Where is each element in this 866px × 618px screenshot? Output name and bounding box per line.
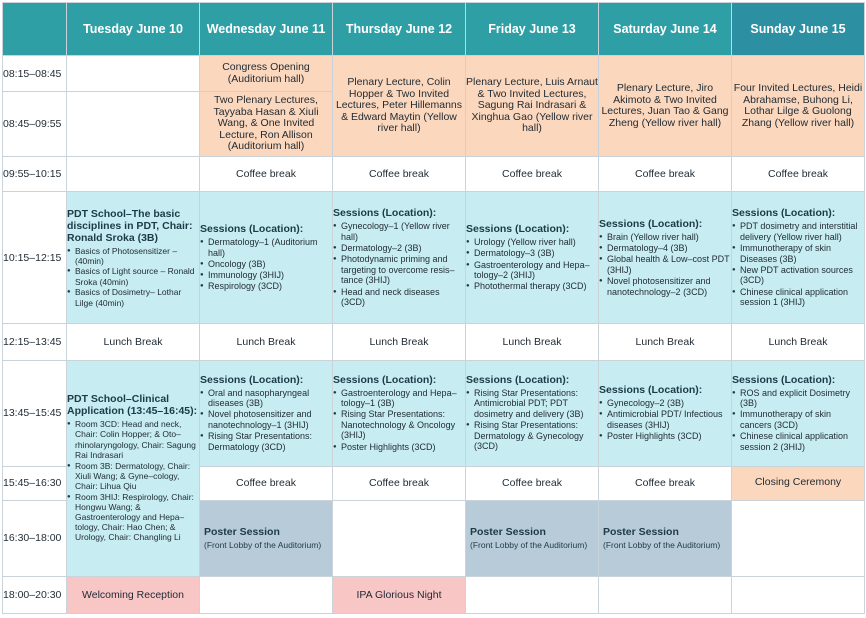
poster-title: Poster Session xyxy=(603,526,679,539)
list-item: ● Dermatology–3 (3B) xyxy=(466,248,598,259)
list-item: ● Basics of Light source – Ronald Sroka (40min) xyxy=(67,266,199,286)
list-item: ● Room 3CD: Head and neck, Chair: Colin Hopper; & Oto–rhinolaryngology, Chair: Sagung Rai Indrasari xyxy=(67,419,199,460)
coffee-break: Coffee break xyxy=(732,157,865,192)
fri-poster-session xyxy=(466,500,599,576)
list-item: ● Basics of Dosimetry– Lothar Lilge (40min) xyxy=(67,287,199,307)
lunch-break: Lunch Break xyxy=(732,324,865,360)
list-item: ● Head and neck diseases (3CD) xyxy=(333,287,465,308)
empty-cell xyxy=(67,56,200,92)
list-item: ● Antimicrobial PDT/ Infectious diseases (3HIJ) xyxy=(599,409,731,430)
poster-title: Poster Session xyxy=(470,526,546,539)
list-item: ● Global health & Low–cost PDT (3HIJ) xyxy=(599,254,731,275)
coffee-break: Coffee break xyxy=(466,466,599,500)
list-item: ● Immunotherapy of skin Diseases (3B) xyxy=(732,243,864,264)
day-header-friday: Friday June 13 xyxy=(466,3,599,56)
list-item: ● Respirology (3CD) xyxy=(200,281,332,292)
coffee-break: Coffee break xyxy=(200,466,333,500)
list-item: ● ROS and explicit Dosimetry (3B) xyxy=(732,388,864,409)
coffee-break: Coffee break xyxy=(466,157,599,192)
empty-cell xyxy=(200,576,333,613)
session-title: Sessions (Location): xyxy=(466,373,570,386)
list-item: ● Poster Highlights (3CD) xyxy=(599,431,731,442)
list-item: ● Novel photosensitizer and nanotechnology–1 (3HIJ) xyxy=(200,409,332,430)
time-slot: 09:55–10:15 xyxy=(3,157,67,192)
list-item: ● Gynecology–1 (Yellow river hall) xyxy=(333,221,465,242)
list-item: ● Photodynamic priming and targeting to overcome resis–tance (3HIJ) xyxy=(333,254,465,286)
session-title: Sessions (Location): xyxy=(200,373,304,386)
list-item: ● Oral and nasopharyngeal diseases (3B) xyxy=(200,388,332,409)
session-title: Sessions (Location): xyxy=(333,373,437,386)
list-item: ● Room 3B: Dermatology, Chair: Xiuli Wang; & Gyne–cology, Chair: Lihua Qiu xyxy=(67,461,199,492)
list-item: ● Rising Star Presentations: Antimicrobial PDT; PDT dosimetry and delivery (3B) xyxy=(466,388,598,420)
empty-cell xyxy=(466,576,599,613)
list-item: ● Gastroenterology and Hepa–tology–1 (3B) xyxy=(333,388,465,409)
list-item: ● Chinese clinical application session 2 (3HIJ) xyxy=(732,431,864,452)
closing-ceremony: Closing Ceremony xyxy=(732,466,865,500)
list-item: ● Rising Star Presentations: Dermatology & Gynecology (3CD) xyxy=(466,420,598,452)
tue-pdt-school-clinical xyxy=(67,360,200,576)
time-slot: 15:45–16:30 xyxy=(3,466,67,500)
list-item: ● Immunotherapy of skin cancers (3CD) xyxy=(732,409,864,430)
session-title: Sessions (Location): xyxy=(200,223,304,236)
day-header-thursday: Thursday June 12 xyxy=(333,3,466,56)
empty-cell xyxy=(67,157,200,192)
session-title: Sessions (Location): xyxy=(599,384,703,397)
time-slot: 13:45–15:45 xyxy=(3,360,67,466)
wed-poster-session xyxy=(200,500,333,576)
sun-sessions-1 xyxy=(732,192,865,324)
poster-location: (Front Lobby of the Auditorium) xyxy=(204,540,322,551)
poster-location: (Front Lobby of the Auditorium) xyxy=(470,540,588,551)
list-item: ● Poster Highlights (3CD) xyxy=(333,442,465,453)
list-item: ● Photothermal therapy (3CD) xyxy=(466,281,598,292)
time-slot: 12:15–13:45 xyxy=(3,324,67,360)
session-title: Sessions (Location): xyxy=(599,218,703,231)
day-header-sunday: Sunday June 15 xyxy=(732,3,865,56)
list-item: ● Immunology (3HIJ) xyxy=(200,270,332,281)
fri-plenary: Plenary Lecture, Luis Arnaut & Two Invited Lectures, Sagung Rai Indrasari & Xinghua Gao (Yellow river hall) xyxy=(466,56,599,157)
day-header-saturday: Saturday June 14 xyxy=(599,3,732,56)
lunch-break: Lunch Break xyxy=(466,324,599,360)
list-item: ● Dermatology–1 (Auditorium hall) xyxy=(200,237,332,258)
wed-opening: Congress Opening (Auditorium hall) xyxy=(200,56,333,92)
time-slot: 10:15–12:15 xyxy=(3,192,67,324)
list-item: ● Dermatology–4 (3B) xyxy=(599,243,731,254)
coffee-break: Coffee break xyxy=(200,157,333,192)
lunch-break: Lunch Break xyxy=(67,324,200,360)
empty-cell xyxy=(599,576,732,613)
sun-plenary: Four Invited Lectures, Heidi Abrahamse, Buhong Li, Lothar Lilge & Guolong Zhang (Yellow river hall) xyxy=(732,56,865,157)
time-slot: 08:45–09:55 xyxy=(3,92,67,157)
session-title: PDT School–The basic disciplines in PDT, Chair: Ronald Sroka (3B) xyxy=(67,207,193,244)
lunch-break: Lunch Break xyxy=(200,324,333,360)
list-item: ● Gynecology–2 (3B) xyxy=(599,398,731,409)
list-item: ● Gastroenterology and Hepa–tology–2 (3HIJ) xyxy=(466,260,598,281)
poster-location: (Front Lobby of the Auditorium) xyxy=(603,540,721,551)
header-corner xyxy=(3,3,67,56)
list-item: ● Basics of Photosensitizer – (40min) xyxy=(67,246,199,266)
schedule-table xyxy=(2,2,865,614)
fri-sessions-1 xyxy=(466,192,599,324)
coffee-break: Coffee break xyxy=(333,466,466,500)
session-title: PDT School–Clinical Application (13:45–16:45): xyxy=(67,393,198,418)
list-item: ● New PDT activation sources (3CD) xyxy=(732,265,864,286)
sat-sessions-1 xyxy=(599,192,732,324)
session-title: Sessions (Location): xyxy=(732,373,836,386)
sat-plenary: Plenary Lecture, Jiro Akimoto & Two Invited Lectures, Juan Tao & Gang Zheng (Yellow river hall) xyxy=(599,56,732,157)
schedule-grid xyxy=(2,2,864,614)
list-item: ● Rising Star Presentations: Nanotechnology & Oncology (3HIJ) xyxy=(333,409,465,441)
list-item: ● Dermatology–2 (3B) xyxy=(333,243,465,254)
day-header-wednesday: Wednesday June 11 xyxy=(200,3,333,56)
welcoming-reception: Welcoming Reception xyxy=(67,576,200,613)
list-item: ● PDT dosimetry and interstitial delivery (Yellow river hall) xyxy=(732,221,864,242)
thu-plenary: Plenary Lecture, Colin Hopper & Two Invited Lectures, Peter Hillemanns & Edward Maytin (Yellow river hall) xyxy=(333,56,466,157)
list-item: ● Room 3HIJ: Respirology, Chair: Hongwu Wang; & Gastroenterology and Hepa–tology, Chair: Hao Chen; & Urology, Chair: Changling Li xyxy=(67,492,199,543)
fri-sessions-2 xyxy=(466,360,599,466)
sat-poster-session xyxy=(599,500,732,576)
empty-cell xyxy=(67,92,200,157)
day-header-tuesday: Tuesday June 10 xyxy=(67,3,200,56)
wed-plenary: Two Plenary Lectures, Tayyaba Hasan & Xiuli Wang, & One Invited Lecture, Ron Allison (Auditorium hall) xyxy=(200,92,333,157)
sat-sessions-2 xyxy=(599,360,732,466)
session-title: Sessions (Location): xyxy=(732,207,836,220)
sun-sessions-2 xyxy=(732,360,865,466)
session-title: Sessions (Location): xyxy=(466,223,570,236)
poster-title: Poster Session xyxy=(204,526,280,539)
list-item: ● Rising Star Presentations: Dermatology (3CD) xyxy=(200,431,332,452)
list-item: ● Brain (Yellow river hall) xyxy=(599,232,731,243)
list-item: ● Oncology (3B) xyxy=(200,259,332,270)
time-slot: 08:15–08:45 xyxy=(3,56,67,92)
coffee-break: Coffee break xyxy=(599,466,732,500)
empty-cell xyxy=(732,576,865,613)
time-slot: 16:30–18:00 xyxy=(3,500,67,576)
thu-sessions-2 xyxy=(333,360,466,466)
empty-cell xyxy=(333,500,466,576)
tue-pdt-school-basic xyxy=(67,192,200,324)
list-item: ● Chinese clinical application session 1 (3HIJ) xyxy=(732,287,864,308)
empty-cell xyxy=(732,500,865,576)
lunch-break: Lunch Break xyxy=(333,324,466,360)
lunch-break: Lunch Break xyxy=(599,324,732,360)
coffee-break: Coffee break xyxy=(599,157,732,192)
list-item: ● Urology (Yellow river hall) xyxy=(466,237,598,248)
coffee-break: Coffee break xyxy=(333,157,466,192)
thu-sessions-1 xyxy=(333,192,466,324)
session-title: Sessions (Location): xyxy=(333,207,437,220)
list-item: ● Novel photosensitizer and nanotechnology–2 (3CD) xyxy=(599,276,731,297)
ipa-glorious-night: IPA Glorious Night xyxy=(333,576,466,613)
time-slot: 18:00–20:30 xyxy=(3,576,67,613)
wed-sessions-1 xyxy=(200,192,333,324)
wed-sessions-2 xyxy=(200,360,333,466)
